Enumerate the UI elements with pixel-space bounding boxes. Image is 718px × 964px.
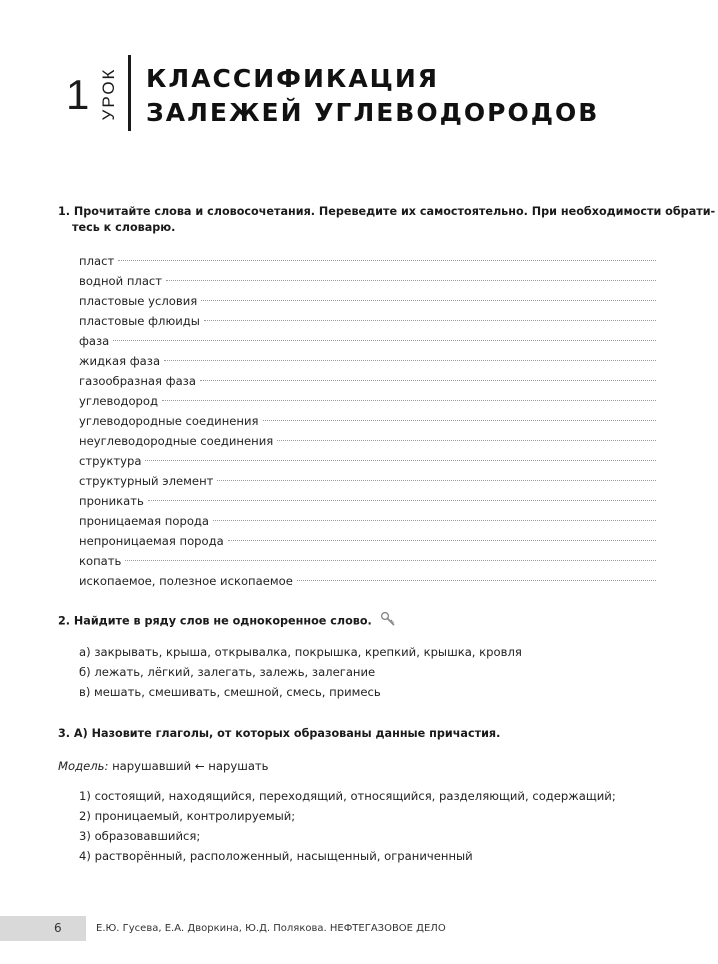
vocab-row xyxy=(79,471,656,491)
task2-option-c: в) мешать, смешивать, смешной, смесь, примесь xyxy=(79,685,381,699)
translation-blank[interactable] xyxy=(162,400,656,401)
vocab-term: проникать xyxy=(79,494,144,508)
vocab-row xyxy=(79,251,656,271)
footer-citation: Е.Ю. Гусева, Е.А. Дворкина, Ю.Д. Полякова. НЕФТЕГАЗОВОЕ ДЕЛО xyxy=(96,923,446,934)
task2-option-b: б) лежать, лёгкий, залегать, залежь, залегание xyxy=(79,665,376,679)
vocab-row xyxy=(79,311,656,331)
translation-blank[interactable] xyxy=(200,380,656,381)
translation-blank[interactable] xyxy=(277,440,656,441)
vocab-row xyxy=(79,571,656,591)
vocab-row xyxy=(79,391,656,411)
lesson-label-text: УРОК xyxy=(99,67,118,121)
vocab-row xyxy=(79,491,656,511)
vocab-term: пласт xyxy=(79,254,115,268)
task2-heading-text: 2. Найдите в ряду слов не однокоренное слово. xyxy=(58,614,372,628)
header-divider xyxy=(128,55,131,131)
task1-heading-line1: 1. Прочитайте слова и словосочетания. Переведите их самостоятельно. При необходимости обрати- xyxy=(58,205,716,218)
vocab-term: пластовые условия xyxy=(79,294,198,308)
vocab-term: проницаемая порода xyxy=(79,514,210,528)
vocab-term: углеводородные соединения xyxy=(79,414,259,428)
task1-heading-line2: тесь к словарю. xyxy=(72,221,176,234)
vocab-term: ископаемое, полезное ископаемое xyxy=(79,574,293,588)
translation-blank[interactable] xyxy=(217,480,656,481)
vocab-row xyxy=(79,271,656,291)
vocab-term: газообразная фаза xyxy=(79,374,196,388)
task3-item-4: 4) растворённый, расположенный, насыщенный, ограниченный xyxy=(79,849,473,863)
task3-item-3: 3) образовавшийся; xyxy=(79,829,201,843)
vocab-term: жидкая фаза xyxy=(79,354,161,368)
translation-blank[interactable] xyxy=(145,460,656,461)
task2-options xyxy=(79,642,522,702)
translation-blank[interactable] xyxy=(263,420,656,421)
footer-page-bar xyxy=(0,916,86,941)
task3-model-text: нарушавший ← нарушать xyxy=(108,759,269,773)
lesson-title-line2: ЗАЛЕЖЕЙ УГЛЕВОДОРОДОВ xyxy=(146,98,600,127)
vocab-term: неуглеводородные соединения xyxy=(79,434,274,448)
vocab-row xyxy=(79,511,656,531)
vocab-row xyxy=(79,531,656,551)
lesson-label xyxy=(95,62,123,126)
lesson-title xyxy=(146,62,599,130)
translation-blank[interactable] xyxy=(201,300,656,301)
translation-blank[interactable] xyxy=(148,500,656,501)
vocab-term: непроницаемая порода xyxy=(79,534,224,548)
vocab-row xyxy=(79,351,656,371)
task3-item-2: 2) проницаемый, контролируемый; xyxy=(79,809,296,823)
lesson-title-line1: КЛАССИФИКАЦИЯ xyxy=(146,64,440,93)
vocab-term: пластовые флюиды xyxy=(79,314,200,328)
vocab-row xyxy=(79,451,656,471)
task3-model xyxy=(58,756,269,776)
task3-model-label: Модель: xyxy=(58,759,109,773)
lesson-number: 1 xyxy=(66,71,90,118)
vocab-term: углеводород xyxy=(79,394,158,408)
translation-blank[interactable] xyxy=(297,580,656,581)
page-number: 6 xyxy=(54,921,62,935)
translation-blank[interactable] xyxy=(213,520,656,521)
translation-blank[interactable] xyxy=(113,340,656,341)
translation-blank[interactable] xyxy=(166,280,656,281)
task3-heading-text: 3. А) Назовите глаголы, от которых образованы данные причастия. xyxy=(58,727,501,740)
translation-blank[interactable] xyxy=(125,560,656,561)
vocab-term: фаза xyxy=(79,334,110,348)
lesson-header xyxy=(0,0,718,140)
task1-heading xyxy=(58,204,715,236)
vocab-row xyxy=(79,291,656,311)
vocab-term: водной пласт xyxy=(79,274,163,288)
translation-blank[interactable] xyxy=(164,360,656,361)
translation-blank[interactable] xyxy=(118,260,656,261)
vocab-row xyxy=(79,551,656,571)
vocab-term: структурный элемент xyxy=(79,474,214,488)
task2-heading xyxy=(58,611,396,632)
vocab-row xyxy=(79,431,656,451)
translation-blank[interactable] xyxy=(228,540,656,541)
vocabulary-list xyxy=(79,251,656,591)
vocab-row xyxy=(79,371,656,391)
task3-heading xyxy=(58,726,500,742)
task3-item-1: 1) состоящий, находящийся, переходящий, относящийся, разделяющий, содержащий; xyxy=(79,789,616,803)
task3-items xyxy=(79,786,616,866)
vocab-term: копать xyxy=(79,554,122,568)
vocab-row xyxy=(79,411,656,431)
task2-option-a: а) закрывать, крыша, открывалка, покрышка, крепкий, крышка, кровля xyxy=(79,645,522,659)
key-icon xyxy=(380,611,396,632)
vocab-row xyxy=(79,331,656,351)
vocab-term: структура xyxy=(79,454,142,468)
translation-blank[interactable] xyxy=(204,320,656,321)
